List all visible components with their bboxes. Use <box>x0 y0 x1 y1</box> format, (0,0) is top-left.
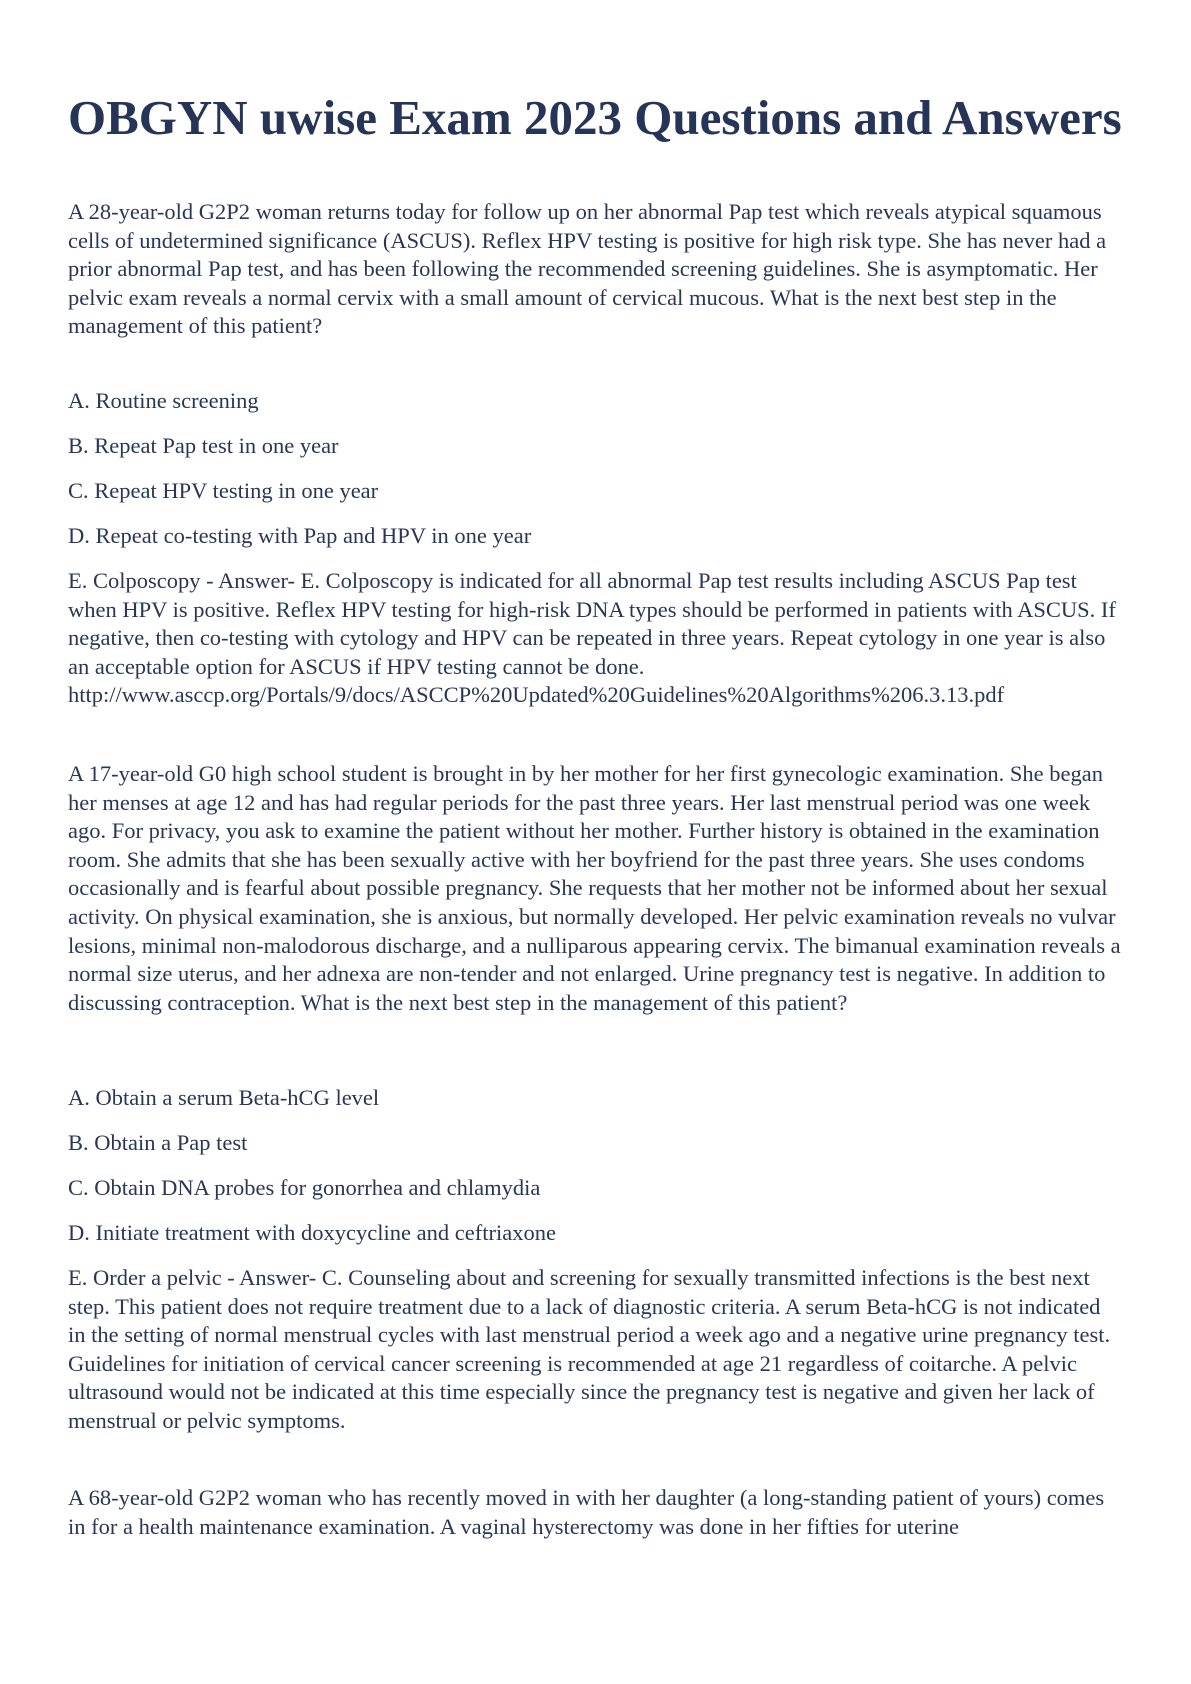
question-2-stem: A 17-year-old G0 high school student is brought in by her mother for her first gynecologic examination. She began her menses at age 12 and has had regular periods for the past three years. Her last menstrual period was one week ago. For privacy, you ask to examine the patient without her mother. Further history is obtained in the examination room. She admits that she has been sexually active with her boyfriend for the past three years. She uses condoms occasionally and is fearful about possible pregnancy. She requests that her mother not be informed about her sexual activity. On physical examination, she is anxious, but normally developed. Her pelvic examination reveals no vulvar lesions, minimal non-malodorous discharge, and a nulliparous appearing cervix. The bimanual examination reveals a normal size uterus, and her adnexa are non-tender and not enlarged. Urine pregnancy test is negative. In addition to discussing contraception. What is the next best step in the management of this patient? <box>68 761 1121 1015</box>
question-3-stem: A 68-year-old G2P2 woman who has recently moved in with her daughter (a long-standing patient of yours) comes in for a health maintenance examination. A vaginal hysterectomy was done in her fifties for uterine <box>68 1485 1105 1539</box>
question-2-option-a-block <box>68 1084 1123 1113</box>
question-1-option-b-block <box>68 432 1123 461</box>
document-title: OBGYN uwise Exam 2023 Questions and Answers <box>68 90 1122 145</box>
question-2-stem-block <box>68 760 1123 1017</box>
question-2-option-c: C. Obtain DNA probes for gonorrhea and chlamydia <box>68 1175 541 1200</box>
question-1-option-a: A. Routine screening <box>68 388 259 413</box>
question-2-option-c-block <box>68 1174 1123 1203</box>
question-2-option-a: A. Obtain a serum Beta-hCG level <box>68 1085 380 1110</box>
question-1-answer-link[interactable]: http://www.asccp.org/Portals/9/docs/ASCCP%20Updated%20Guidelines%20Algorithms%206.3.13.pdf <box>68 682 1005 708</box>
question-2-answer: E. Order a pelvic - Answer- C. Counseling about and screening for sexually transmitted infections is the best next step. This patient does not require treatment due to a lack of diagnostic criteria. A serum Beta-hCG is not indicated in the setting of normal menstrual cycles with last menstrual period a week ago and a negative urine pregnancy test. Guidelines for initiation of cervical cancer screening is recommended at age 21 regardless of coitarche. A pelvic ultrasound would not be indicated at this time especially since the pregnancy test is negative and given her lack of menstrual or pelvic symptoms. <box>68 1265 1111 1433</box>
question-1-option-d-block <box>68 522 1123 551</box>
question-3-stem-block <box>68 1484 1123 1541</box>
question-2-option-b-block <box>68 1129 1123 1158</box>
question-1-stem: A 28-year-old G2P2 woman returns today for follow up on her abnormal Pap test which reveals atypical squamous cells of undetermined significance (ASCUS). Reflex HPV testing is positive for high risk type. She has never had a prior abnormal Pap test, and has been following the recommended screening guidelines. She is asymptomatic. Her pelvic exam reveals a normal cervix with a small amount of cervical mucous. What is the next best step in the management of this patient? <box>68 199 1107 339</box>
question-1-option-d: D. Repeat co-testing with Pap and HPV in one year <box>68 523 532 548</box>
question-1-option-c-block <box>68 477 1123 506</box>
question-2-option-d-block <box>68 1219 1123 1248</box>
question-1-answer-text: E. Colposcopy - Answer- E. Colposcopy is indicated for all abnormal Pap test results including ASCUS Pap test when HPV is positive. Reflex HPV testing for high-risk DNA types should be performed in patients with ASCUS. If negative, then co-testing with cytology and HPV can be repeated in three years. Repeat cytology in one year is also an acceptable option for ASCUS if HPV testing cannot be done. <box>68 568 1116 679</box>
question-1-stem-block <box>68 198 1123 341</box>
question-2-answer-block <box>68 1264 1123 1436</box>
question-1-answer <box>68 567 1123 710</box>
question-2-option-b: B. Obtain a Pap test <box>68 1130 248 1155</box>
question-1-option-a-block <box>68 387 1123 416</box>
question-1-option-b: B. Repeat Pap test in one year <box>68 433 339 458</box>
question-1-option-c: C. Repeat HPV testing in one year <box>68 478 379 503</box>
question-2-option-d: D. Initiate treatment with doxycycline and ceftriaxone <box>68 1220 556 1245</box>
question-1-answer-block <box>68 567 1123 710</box>
